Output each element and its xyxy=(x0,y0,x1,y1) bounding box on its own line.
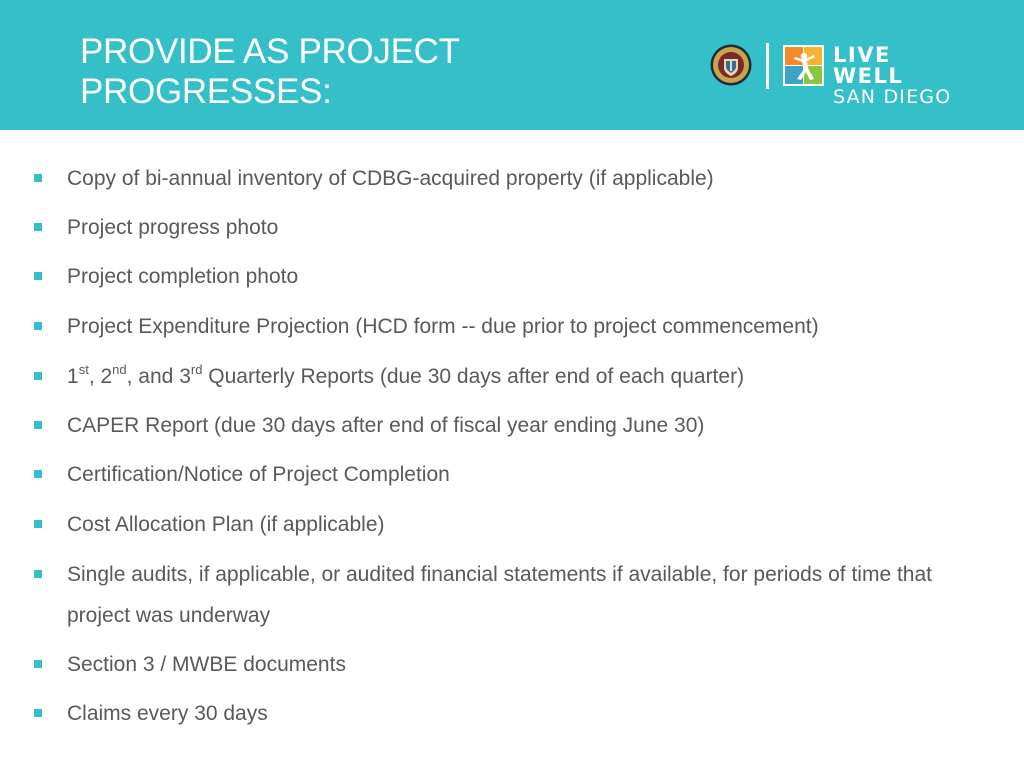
list-item-text: Project Expenditure Projection (HCD form -- due prior to project commencement) xyxy=(67,315,819,338)
list-item-text: Section 3 / MWBE documents xyxy=(67,653,346,676)
separator: , and xyxy=(126,365,180,388)
ordinal-suffix: rd xyxy=(190,362,203,377)
list-item xyxy=(34,693,974,734)
list-item-text: Copy of bi-annual inventory of CDBG-acquired property (if applicable) xyxy=(67,167,714,190)
bullet-square-icon xyxy=(34,372,42,380)
list-item-text xyxy=(67,356,972,397)
list-item-text: Single audits, if applicable, or audited financial statements if available, for periods of time that project was underway xyxy=(67,563,932,627)
list-item xyxy=(34,554,974,636)
brand-line-1: LIVE WELL xyxy=(833,43,904,88)
bullet-square-icon xyxy=(34,520,42,528)
county-seal-icon xyxy=(710,44,752,86)
ordinal-suffix: st xyxy=(78,362,89,377)
list-item xyxy=(34,158,974,199)
list-item-text: CAPER Report (due 30 days after end of fiscal year ending June 30) xyxy=(67,414,705,437)
logo-divider xyxy=(766,43,769,89)
bullet-square-icon xyxy=(34,421,42,429)
list-item-text: Cost Allocation Plan (if applicable) xyxy=(67,513,385,536)
list-item-text: Project completion photo xyxy=(67,265,299,288)
list-item-text: Certification/Notice of Project Completion xyxy=(67,463,450,486)
separator: , xyxy=(88,365,101,388)
slide-title-line-1: PROVIDE AS PROJECT xyxy=(80,32,460,71)
list-item xyxy=(34,256,974,297)
list-item xyxy=(34,644,974,685)
list-item-quarterly-reports xyxy=(34,356,974,397)
slide-title xyxy=(80,32,460,112)
live-well-brand xyxy=(833,45,968,108)
bullet-square-icon xyxy=(34,660,42,668)
list-item xyxy=(34,454,974,495)
logo-area xyxy=(708,40,968,108)
slide-header xyxy=(0,0,1024,130)
bullet-square-icon xyxy=(34,174,42,182)
list-item xyxy=(34,306,974,347)
ordinal-number: 3 xyxy=(179,365,191,388)
bullet-square-icon xyxy=(34,272,42,280)
live-well-mark-icon xyxy=(783,45,824,86)
brand-line-2: SAN DIEGO xyxy=(833,86,952,108)
list-item-rest-text: Quarterly Reports (due 30 days after end of each quarter) xyxy=(202,365,745,388)
list-item-text: Project progress photo xyxy=(67,216,279,239)
list-item-text: Claims every 30 days xyxy=(67,702,268,725)
bullet-square-icon xyxy=(34,470,42,478)
ordinal-number: 2 xyxy=(100,365,113,388)
slide-title-line-2: PROGRESSES: xyxy=(80,72,332,111)
bullet-square-icon xyxy=(34,709,42,717)
list-item xyxy=(34,405,974,446)
bullet-square-icon xyxy=(34,570,42,578)
bullet-square-icon xyxy=(34,322,42,330)
list-item xyxy=(34,504,974,545)
bullet-square-icon xyxy=(34,223,42,231)
ordinal-suffix: nd xyxy=(112,362,127,377)
ordinal-number: 1 xyxy=(67,365,79,388)
list-item xyxy=(34,207,974,248)
